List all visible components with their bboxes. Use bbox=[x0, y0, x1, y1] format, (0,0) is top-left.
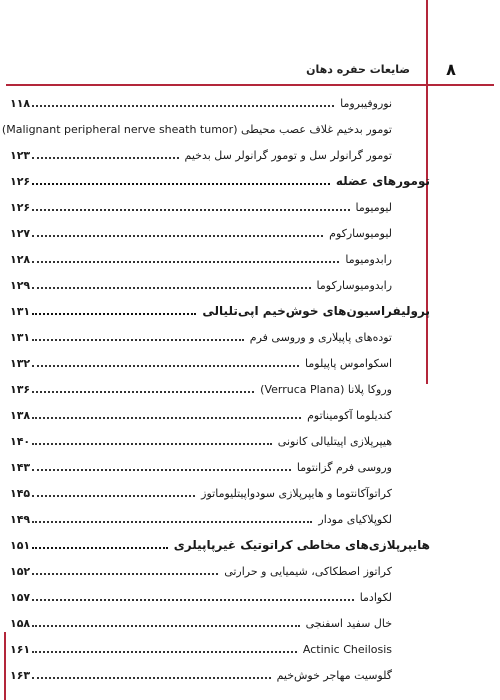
page-number: ۸ bbox=[446, 60, 456, 79]
toc-section-entry bbox=[10, 532, 430, 558]
toc-entry-title: تومورهای عضله bbox=[335, 174, 430, 188]
dot-leader bbox=[32, 261, 339, 263]
margin-rule-vertical-bottom bbox=[4, 632, 6, 700]
toc-entry bbox=[10, 480, 430, 506]
toc-entry bbox=[10, 454, 430, 480]
toc-entry-page: ۱۴۵ bbox=[10, 486, 31, 500]
dot-leader bbox=[32, 183, 330, 185]
toc-entry bbox=[10, 350, 430, 376]
toc-entry-title: خال سفید اسفنجی bbox=[305, 616, 392, 630]
toc-entry bbox=[10, 584, 430, 610]
toc-entry-title: لکوپلاکیای مودار bbox=[318, 512, 392, 526]
dot-leader bbox=[32, 391, 254, 393]
toc-entry-title: لکوادما bbox=[359, 590, 392, 604]
toc-entry-title: وروکا پلانا (Verruca Plana) bbox=[260, 382, 392, 396]
toc-entry-title: کراتوز اصطکاکی، شیمیایی و حرارتی bbox=[224, 564, 392, 578]
dot-leader bbox=[32, 651, 297, 653]
dot-leader bbox=[32, 157, 178, 159]
toc-entry bbox=[10, 272, 430, 298]
running-header bbox=[0, 58, 500, 86]
toc-entry-title: نوروفیبروما bbox=[340, 96, 392, 110]
toc-entry-page: ۱۲۹ bbox=[10, 278, 31, 292]
toc-section-entry bbox=[10, 298, 430, 324]
toc-entry bbox=[10, 636, 430, 662]
toc-entry-page: ۱۶۳ bbox=[10, 668, 31, 682]
dot-leader bbox=[32, 677, 270, 679]
dot-leader bbox=[32, 599, 354, 601]
toc-entry-page: ۱۶۱ bbox=[10, 642, 31, 656]
book-title: ضایعات حفره دهان bbox=[306, 63, 410, 76]
toc-entry-page: ۱۴۳ bbox=[10, 460, 31, 474]
toc-entry-title: رابدومیوما bbox=[345, 252, 392, 266]
toc-entry-title: تومور بدخیم غلاف عصب محیطی (Malignant peripheral nerve sheath tumor) bbox=[1, 122, 392, 136]
toc-entry-page: ۱۵۷ bbox=[10, 590, 31, 604]
dot-leader bbox=[32, 339, 244, 341]
toc-entry-title: هیپرپلازی اپیتلیالی کانونی bbox=[277, 434, 392, 448]
toc-entry-title: پرولیفراسیون‌های خوش‌خیم اپی‌تلیالی bbox=[202, 304, 430, 318]
toc-entry-page: ۱۲۷ bbox=[10, 226, 31, 240]
toc-entry-title: رابدومیوسارکوما bbox=[316, 278, 392, 292]
toc-entry-title: لیومیوما bbox=[355, 200, 392, 214]
toc-entry bbox=[10, 194, 430, 220]
toc-entry bbox=[10, 324, 430, 350]
toc-entry-title: Actinic Cheilosis bbox=[302, 642, 392, 656]
dot-leader bbox=[32, 105, 334, 107]
toc-entry-page: ۱۴۹ bbox=[10, 512, 31, 526]
dot-leader bbox=[32, 443, 272, 445]
dot-leader bbox=[32, 209, 349, 211]
dot-leader bbox=[32, 287, 310, 289]
toc-entry-title: تومور گرانولر سل و تومور گرانولر سل بدخیم bbox=[184, 148, 392, 162]
dot-leader bbox=[32, 547, 168, 549]
toc-entry-page: ۱۵۲ bbox=[10, 564, 31, 578]
toc-entry bbox=[10, 220, 430, 246]
dot-leader bbox=[32, 365, 299, 367]
toc-entry-title: توده‌های پاپیلاری و وروسی فرم bbox=[249, 330, 392, 344]
toc-entry bbox=[10, 246, 430, 272]
toc-entry-page: ۱۵۱ bbox=[10, 538, 31, 552]
table-of-contents bbox=[1, 90, 430, 688]
toc-entry bbox=[10, 402, 430, 428]
toc-entry-page: ۱۳۸ bbox=[10, 408, 31, 422]
toc-entry-title: هایپرپلازی‌های مخاطی کراتوتیک غیرپاپیلری bbox=[173, 538, 430, 552]
toc-section-entry bbox=[10, 168, 430, 194]
toc-entry-title: کراتوآکانتوما و هایپرپلازی سودواپیتلیوماتوز bbox=[201, 486, 392, 500]
toc-entry-page: ۱۲۶ bbox=[10, 200, 31, 214]
dot-leader bbox=[32, 625, 299, 627]
toc-entry-page: ۱۴۰ bbox=[10, 434, 31, 448]
toc-entry bbox=[10, 428, 430, 454]
toc-entry-page: ۱۳۶ bbox=[10, 382, 31, 396]
dot-leader bbox=[32, 495, 195, 497]
dot-leader bbox=[32, 573, 218, 575]
dot-leader bbox=[32, 235, 323, 237]
toc-entry bbox=[10, 558, 430, 584]
toc-entry-page: ۱۳۱ bbox=[10, 304, 31, 318]
toc-entry-page: ۱۳۱ bbox=[10, 330, 31, 344]
toc-entry bbox=[1, 116, 430, 142]
toc-entry-page: ۱۵۸ bbox=[10, 616, 31, 630]
toc-entry-title: گلوسیت مهاجر خوش‌خیم bbox=[276, 668, 392, 682]
toc-entry-page: ۱۲۸ bbox=[10, 252, 31, 266]
dot-leader bbox=[32, 313, 196, 315]
toc-entry-title: وروسی فرم گزانتوما bbox=[296, 460, 392, 474]
header-rule bbox=[6, 84, 494, 86]
toc-entry-title: اسکواموس پاپیلوما bbox=[305, 356, 392, 370]
toc-entry bbox=[10, 662, 430, 688]
toc-entry bbox=[10, 506, 430, 532]
dot-leader bbox=[32, 469, 291, 471]
toc-entry-page: ۱۱۸ bbox=[10, 96, 31, 110]
toc-entry-page: ۱۲۶ bbox=[10, 174, 31, 188]
toc-entry bbox=[10, 142, 430, 168]
dot-leader bbox=[32, 417, 301, 419]
toc-entry-page: ۱۲۳ bbox=[10, 148, 31, 162]
toc-entry bbox=[10, 610, 430, 636]
toc-entry-title: کندیلوما آکومیناتوم bbox=[307, 408, 392, 422]
dot-leader bbox=[32, 521, 312, 523]
toc-entry bbox=[10, 376, 430, 402]
toc-entry-page: ۱۳۲ bbox=[10, 356, 31, 370]
toc-entry bbox=[10, 90, 430, 116]
toc-entry-title: لیومیوسارکوم bbox=[329, 226, 392, 240]
